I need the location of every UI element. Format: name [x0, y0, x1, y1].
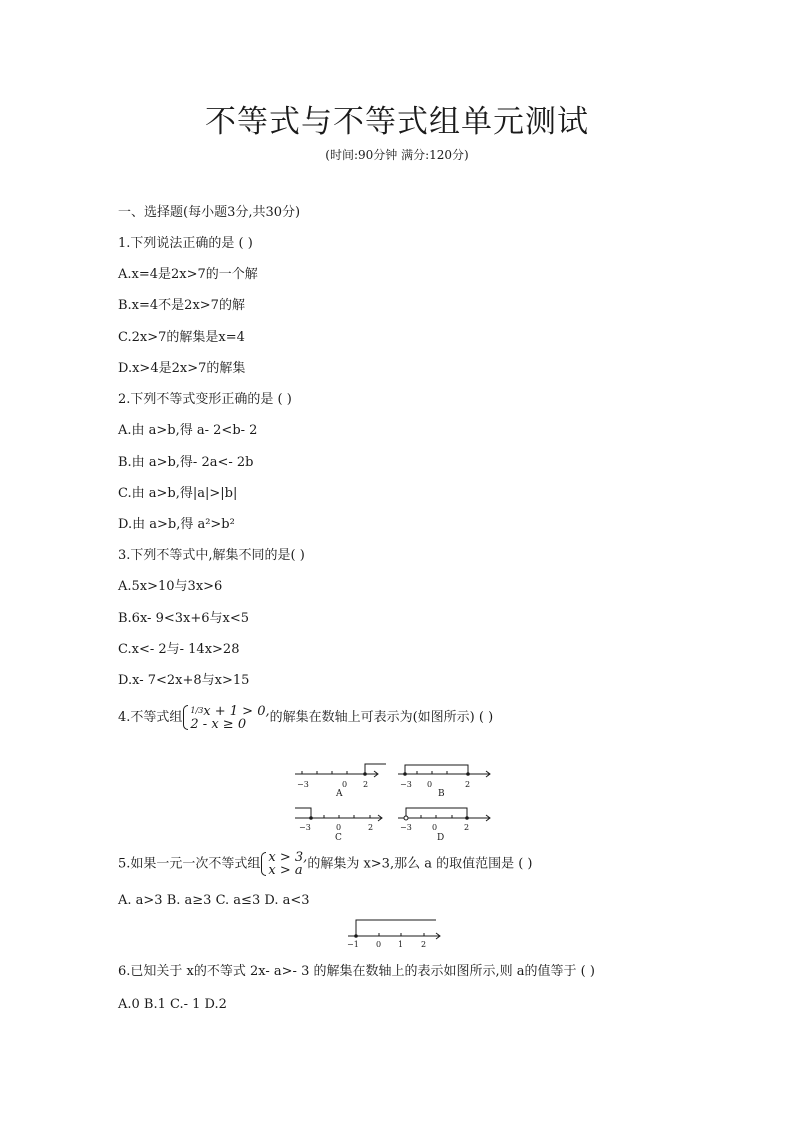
- q3-option-b: B.6x- 9<3x+6与x<5: [118, 611, 250, 626]
- page-title: 不等式与不等式组单元测试: [205, 104, 589, 140]
- svg-text:2: 2: [363, 780, 369, 789]
- q1-option-a: A.x=4是2x>7的一个解: [118, 267, 258, 282]
- svg-text:2: 2: [465, 780, 471, 789]
- q3-option-c: C.x<- 2与- 14x>28: [118, 642, 240, 657]
- q3-option-d: D.x- 7<2x+8与x>15: [118, 673, 250, 688]
- svg-text:0: 0: [342, 780, 348, 789]
- svg-text:−3: −3: [400, 823, 412, 832]
- svg-text:−3: −3: [400, 780, 412, 789]
- q1-option-c: C.2x>7的解集是x=4: [118, 330, 245, 345]
- svg-text:A: A: [336, 789, 343, 799]
- q5-row-2: x > a: [268, 863, 303, 878]
- q3-stem: 3.下列不等式中,解集不同的是( ): [118, 548, 305, 563]
- svg-text:0: 0: [336, 823, 342, 832]
- q1-stem: 1.下列说法正确的是 ( ): [118, 236, 253, 251]
- q2-option-a: A.由 a>b,得 a- 2<b- 2: [118, 423, 258, 438]
- svg-text:−3: −3: [299, 823, 311, 832]
- q5-prefix: 5.如果一元一次不等式组: [118, 856, 261, 872]
- q6-number-line-figure: [344, 916, 446, 950]
- svg-text:2: 2: [368, 823, 374, 832]
- svg-text:−1: −1: [347, 940, 359, 949]
- q4-number-line-figure: [290, 760, 500, 842]
- section-heading: 一、选择题(每小题3分,共30分): [118, 205, 301, 220]
- q4-prefix: 4.不等式组: [118, 710, 183, 725]
- svg-text:−3: −3: [297, 780, 309, 789]
- number-line-c: [295, 808, 382, 842]
- number-line-a: [295, 764, 386, 799]
- q4-row-2: 2 - x ≥ 0: [190, 717, 247, 732]
- number-line-b: [398, 765, 490, 799]
- q6-stem: 6.已知关于 x的不等式 2x- a>- 3 的解集在数轴上的表示如图所示,则 a的值等于 ( ): [118, 964, 595, 979]
- q4-inequality-system: [183, 704, 269, 731]
- q4-stem: [118, 704, 493, 731]
- q4-suffix: 的解集在数轴上可表示为(如图所示) ( ): [269, 710, 494, 725]
- q1-option-d: D.x>4是2x>7的解集: [118, 361, 246, 376]
- q6-options: A.0 B.1 C.- 1 D.2: [118, 997, 227, 1012]
- q5-options: A. a>3 B. a≥3 C. a≤3 D. a<3: [118, 893, 310, 908]
- svg-text:1: 1: [398, 940, 404, 949]
- q5-inequality-system: [261, 851, 307, 877]
- q2-option-d: D.由 a>b,得 a²>b²: [118, 517, 235, 532]
- q3-option-a: A.5x>10与3x>6: [118, 579, 223, 594]
- svg-text:0: 0: [427, 780, 433, 789]
- exam-info: (时间:90分钟 满分:120分): [325, 148, 469, 162]
- svg-text:2: 2: [464, 823, 470, 832]
- q5-row-1: x > 3,: [268, 850, 308, 865]
- svg-text:0: 0: [432, 823, 438, 832]
- q2-option-b: B.由 a>b,得- 2a<- 2b: [118, 455, 254, 470]
- number-line-d: [398, 808, 490, 842]
- q2-option-c: C.由 a>b,得|a|>|b|: [118, 486, 238, 501]
- svg-text:0: 0: [376, 940, 382, 949]
- svg-text:C: C: [335, 833, 342, 842]
- q2-stem: 2.下列不等式变形正确的是 ( ): [118, 392, 292, 407]
- q1-option-b: B.x=4不是2x>7的解: [118, 298, 245, 313]
- svg-text:D: D: [437, 833, 445, 842]
- q4-fraction: 1/3: [190, 706, 204, 715]
- q4-row-1: 1/3x + 1 > 0,: [190, 704, 270, 719]
- q5-suffix: 的解集为 x>3,那么 a 的取值范围是 ( ): [307, 856, 533, 872]
- q5-stem: [118, 851, 533, 877]
- svg-text:B: B: [438, 789, 445, 799]
- svg-text:2: 2: [421, 940, 427, 949]
